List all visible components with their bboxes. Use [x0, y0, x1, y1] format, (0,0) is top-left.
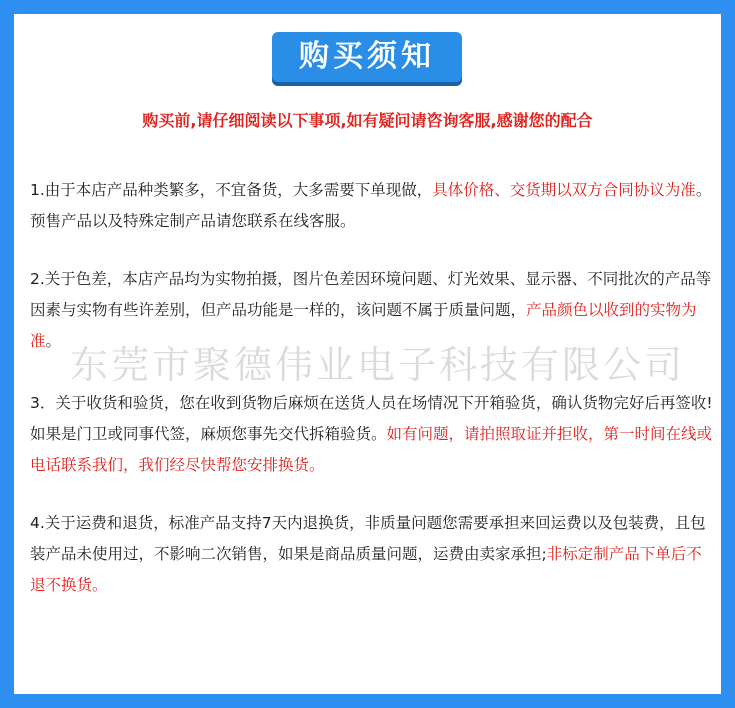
- notice-item-4: [30, 508, 714, 601]
- company-watermark: 东莞市聚德伟业电子科技有限公司: [70, 343, 686, 387]
- notice-highlight: 产品颜色以收到的实物为准: [30, 301, 697, 350]
- notice-text: 。预售产品以及特殊定制产品请您联系在线客服。: [30, 181, 712, 230]
- notice-text: 4.关于运费和退货，标准产品支持7天内退换货，非质量问题您需要承担来回运费以及包装费，且包装产品未使用过，不影响二次销售，如果是商品质量问题，运费由卖家承担;: [30, 514, 706, 563]
- notice-highlight: 非标定制产品下单后不退不换货。: [30, 545, 702, 594]
- notice-item-2: [30, 264, 714, 357]
- notice-text: 1.由于本店产品种类繁多，不宜备货，大多需要下单现做，: [30, 181, 433, 199]
- page-title: 购买须知: [272, 32, 462, 82]
- notice-highlight: 如有问题，请拍照取证并拒收，第一时间在线或电话联系我们，我们经尽快帮您安排换货。: [30, 425, 713, 474]
- notice-subtitle: 购买前,请仔细阅读以下事项,如有疑问请咨询客服,感谢您的配合: [142, 111, 593, 130]
- notice-highlight: 具体价格、交货期以双方合同协议为准: [432, 181, 696, 199]
- notice-text: 2.关于色差，本店产品均为实物拍摄，图片色差因环境问题、灯光效果、显示器、不同批次的产品等因素与实物有些许差别，但产品功能是一样的，该问题不属于质量问题，: [30, 270, 712, 319]
- notice-item-3: [30, 388, 714, 481]
- notice-item-1: [30, 175, 714, 237]
- notice-text: 。: [45, 332, 62, 350]
- notice-text: 3．关于收货和验货，您在收到货物后麻烦在送货人员在场情况下开箱验货，确认货物完好后再签收!如果是门卫或同事代签，麻烦您事先交代拆箱验货。: [30, 394, 713, 443]
